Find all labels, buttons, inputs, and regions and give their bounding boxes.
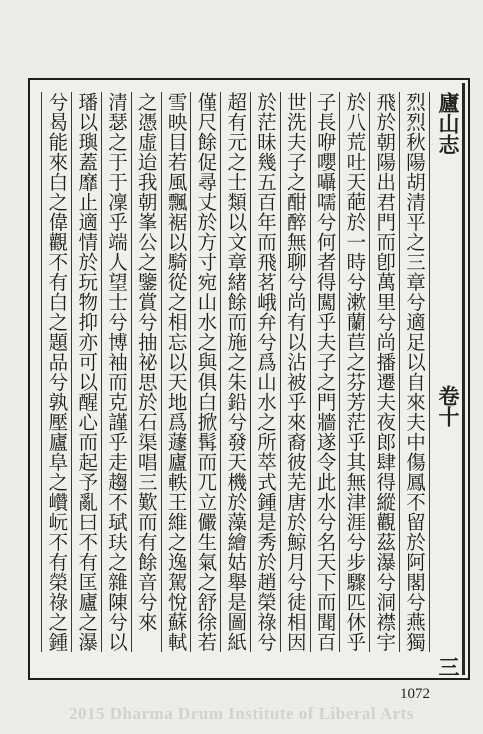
header-title: 廬山志 (436, 92, 461, 155)
column-rule (369, 92, 370, 652)
column-rule (339, 92, 340, 652)
watermark-text: 2015 Dharma Drum Institute of Liberal Arts (69, 704, 414, 723)
running-header (430, 92, 466, 677)
column-rule (429, 92, 430, 652)
column-rule (41, 92, 42, 652)
column-rule (399, 92, 400, 652)
text-column: 僅尺餘促尋丈於方寸宛山水之與俱白掀髯而兀立儼生氣之舒徐若 (194, 92, 218, 652)
text-column: 烈烈秋陽胡清平之三章兮適足以自來夫中傷鳳不留於阿閣兮燕獨 (403, 92, 426, 652)
page-number: 1072 (400, 686, 430, 702)
text-column: 雪映目若風飄裾以騎從之相忘以天地爲蘧廬軼王維之逸駕悅蘇軾 (164, 92, 188, 652)
text-column: 飛於朝陽出君門而卽萬里兮尚播遷夫夜郎肆得縱觀茲瀑兮洞襟宇 (373, 92, 397, 652)
text-column: 兮曷能來白之偉觀不有白之題品兮孰壓廬阜之巑岏不有榮祿之鍾 (45, 92, 69, 652)
text-column: 於茫昧幾五百年而飛茗峨弁兮爲山水之所萃式鍾是秀於趙榮祿兮 (254, 92, 277, 652)
column-rule (220, 92, 221, 652)
text-column: 清瑟之于于凜乎端人望士兮博袖而克謹乎走趨不珷玞之雜陳兮以 (105, 92, 128, 652)
header-volume: 卷十 (436, 384, 461, 427)
column-rule (280, 92, 281, 652)
column-rule (250, 92, 251, 652)
header-folio: 三 (436, 656, 461, 677)
text-column: 於八荒吐天葩於一時兮漱蘭苣之芬芳茫乎其無津涯兮步驟匹休乎 (343, 92, 367, 652)
column-rule (161, 92, 162, 652)
column-rule (101, 92, 102, 652)
text-column: 璠以璵蓋靡止適情於玩物抑亦可以醒心而起予亂曰不有匡廬之瀑 (75, 92, 99, 652)
column-rule (310, 92, 311, 652)
column-rule (71, 92, 72, 652)
column-rule (190, 92, 191, 652)
text-column: 超有元之士類以文章緒餘而施之朱鉛兮發天機於藻繪姑舉是圖紙 (224, 92, 248, 652)
text-column: 子長咿嚶囁嚅兮何者得闖乎夫子之門牆遂令此水兮名天下而聞百 (313, 92, 337, 652)
column-rule (131, 92, 132, 652)
text-column: 之憑虛迨我朝峯公之鑒賞兮抽祕思於石渠唱三歎而有餘音兮來 (134, 92, 158, 632)
text-column: 世洗夫子之酣醉無聊兮尚有以沾被乎來裔彼芜唐於鯨月兮徒相因 (283, 92, 307, 652)
